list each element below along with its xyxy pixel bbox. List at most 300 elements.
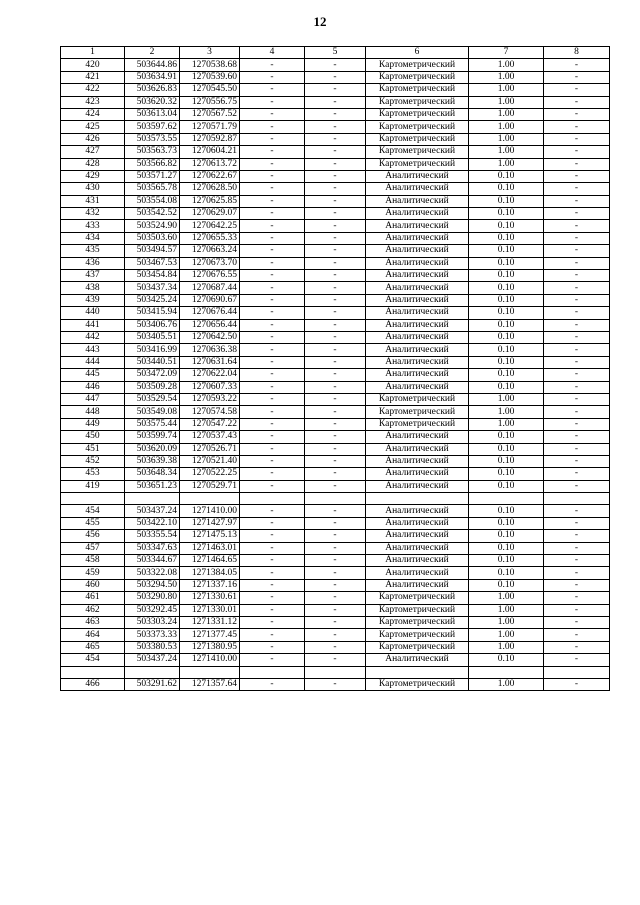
cell-y-coordinate: 1270628.50 [180, 183, 240, 195]
cell-col-8: - [544, 616, 610, 628]
cell-method: Картометрический [366, 59, 469, 71]
cell-x-coordinate: 503292.45 [125, 604, 180, 616]
cell-point-number: 440 [61, 307, 125, 319]
cell-x-coordinate: 503529.54 [125, 393, 180, 405]
cell-col-8: - [544, 146, 610, 158]
cell-method: Аналитический [366, 567, 469, 579]
cell-col-4: - [240, 579, 305, 591]
cell-x-coordinate: 503373.33 [125, 629, 180, 641]
cell-col-4: - [240, 331, 305, 343]
cell-col-5: - [305, 455, 366, 467]
cell-col-8: - [544, 356, 610, 368]
cell-accuracy: 0.10 [469, 468, 544, 480]
cell-method: Аналитический [366, 270, 469, 282]
cell-x-coordinate: 503575.44 [125, 418, 180, 430]
cell-x-coordinate: 503620.32 [125, 96, 180, 108]
table-row [61, 84, 610, 96]
cell-accuracy: 0.10 [469, 195, 544, 207]
cell-col-8: - [544, 257, 610, 269]
cell-point-number: 427 [61, 146, 125, 158]
cell-col-4: - [240, 505, 305, 517]
cell-col-4: - [240, 356, 305, 368]
cell-y-coordinate: 1271331.12 [180, 616, 240, 628]
cell-point-number: 420 [61, 59, 125, 71]
cell-col-5: - [305, 183, 366, 195]
cell-col-4: - [240, 468, 305, 480]
cell-method: Картометрический [366, 71, 469, 83]
cell-x-coordinate: 503639.38 [125, 455, 180, 467]
cell-accuracy: 0.10 [469, 307, 544, 319]
cell-accuracy: 0.10 [469, 257, 544, 269]
cell-point-number [61, 493, 125, 505]
cell-col-8: - [544, 270, 610, 282]
cell-col-4: - [240, 654, 305, 666]
cell-col-8: - [544, 443, 610, 455]
cell-col-4: - [240, 108, 305, 120]
cell-col-8: - [544, 567, 610, 579]
cell-col-4: - [240, 344, 305, 356]
cell-method: Картометрический [366, 616, 469, 628]
cell-point-number [61, 666, 125, 678]
cell-x-coordinate: 503355.54 [125, 530, 180, 542]
cell-col-4: - [240, 641, 305, 653]
cell-col-8: - [544, 344, 610, 356]
cell-col-4: - [240, 59, 305, 71]
cell-method: Аналитический [366, 579, 469, 591]
cell-y-coordinate: 1271427.97 [180, 517, 240, 529]
cell-col-5: - [305, 418, 366, 430]
cell-col-5: - [305, 406, 366, 418]
table-row [61, 678, 610, 690]
cell-col-8: - [544, 331, 610, 343]
cell-point-number: 423 [61, 96, 125, 108]
cell-accuracy: 0.10 [469, 381, 544, 393]
cell-point-number: 432 [61, 208, 125, 220]
table-row [61, 542, 610, 554]
cell-col-4: - [240, 195, 305, 207]
cell-col-4: - [240, 307, 305, 319]
cell-col-5: - [305, 84, 366, 96]
cell-col-4: - [240, 616, 305, 628]
table-row [61, 232, 610, 244]
cell-point-number: 445 [61, 369, 125, 381]
table-row [61, 71, 610, 83]
table-row [61, 418, 610, 430]
cell-col-5: - [305, 641, 366, 653]
cell-col-8: - [544, 195, 610, 207]
cell-y-coordinate: 1271330.61 [180, 592, 240, 604]
cell-x-coordinate: 503573.55 [125, 133, 180, 145]
column-header-x-coordinate: 2 [125, 47, 180, 59]
cell-col-4: - [240, 84, 305, 96]
cell-y-coordinate: 1271410.00 [180, 505, 240, 517]
cell-y-coordinate: 1270529.71 [180, 480, 240, 492]
cell-accuracy: 0.10 [469, 443, 544, 455]
table-row [61, 220, 610, 232]
cell-point-number: 426 [61, 133, 125, 145]
cell-accuracy: 0.10 [469, 331, 544, 343]
cell-point-number: 456 [61, 530, 125, 542]
cell-col-4: - [240, 183, 305, 195]
cell-x-coordinate [125, 666, 180, 678]
cell-point-number: 444 [61, 356, 125, 368]
cell-col-8: - [544, 629, 610, 641]
cell-accuracy [469, 666, 544, 678]
cell-col-4: - [240, 232, 305, 244]
cell-point-number: 435 [61, 245, 125, 257]
cell-col-8: - [544, 319, 610, 331]
cell-method: Аналитический [366, 208, 469, 220]
cell-point-number: 438 [61, 282, 125, 294]
cell-y-coordinate: 1270607.33 [180, 381, 240, 393]
cell-point-number: 421 [61, 71, 125, 83]
cell-method: Аналитический [366, 555, 469, 567]
cell-point-number: 441 [61, 319, 125, 331]
cell-x-coordinate: 503524.90 [125, 220, 180, 232]
column-header-method: 6 [366, 47, 469, 59]
cell-method: Аналитический [366, 220, 469, 232]
cell-col-5: - [305, 232, 366, 244]
cell-col-8: - [544, 307, 610, 319]
cell-col-4: - [240, 393, 305, 405]
cell-method: Аналитический [366, 468, 469, 480]
cell-accuracy: 0.10 [469, 344, 544, 356]
cell-y-coordinate: 1271330.01 [180, 604, 240, 616]
cell-point-number: 446 [61, 381, 125, 393]
cell-x-coordinate: 503322.08 [125, 567, 180, 579]
cell-y-coordinate: 1270526.71 [180, 443, 240, 455]
column-header-col-5: 5 [305, 47, 366, 59]
cell-y-coordinate: 1270604.21 [180, 146, 240, 158]
cell-method: Аналитический [366, 282, 469, 294]
table-row [61, 208, 610, 220]
cell-point-number: 460 [61, 579, 125, 591]
cell-accuracy: 0.10 [469, 431, 544, 443]
cell-col-5: - [305, 96, 366, 108]
cell-method: Картометрический [366, 592, 469, 604]
cell-x-coordinate: 503294.50 [125, 579, 180, 591]
cell-col-4: - [240, 270, 305, 282]
cell-accuracy: 1.00 [469, 108, 544, 120]
cell-col-4: - [240, 96, 305, 108]
cell-accuracy: 0.10 [469, 579, 544, 591]
table-row [61, 331, 610, 343]
cell-col-8: - [544, 133, 610, 145]
cell-x-coordinate: 503620.09 [125, 443, 180, 455]
cell-method: Аналитический [366, 195, 469, 207]
cell-point-number: 463 [61, 616, 125, 628]
cell-point-number: 430 [61, 183, 125, 195]
cell-point-number: 447 [61, 393, 125, 405]
cell-col-8: - [544, 468, 610, 480]
cell-method: Картометрический [366, 121, 469, 133]
cell-y-coordinate: 1270537.43 [180, 431, 240, 443]
cell-x-coordinate: 503644.86 [125, 59, 180, 71]
table-row [61, 195, 610, 207]
cell-x-coordinate: 503406.76 [125, 319, 180, 331]
cell-col-5: - [305, 195, 366, 207]
cell-method: Аналитический [366, 170, 469, 182]
cell-accuracy: 1.00 [469, 121, 544, 133]
table-row [61, 59, 610, 71]
cell-x-coordinate: 503467.53 [125, 257, 180, 269]
cell-method: Картометрический [366, 133, 469, 145]
cell-accuracy: 1.00 [469, 678, 544, 690]
cell-y-coordinate [180, 493, 240, 505]
cell-col-5: - [305, 220, 366, 232]
table-row [61, 133, 610, 145]
cell-accuracy: 0.10 [469, 369, 544, 381]
cell-col-5: - [305, 319, 366, 331]
cell-col-8: - [544, 170, 610, 182]
cell-col-5: - [305, 121, 366, 133]
cell-point-number: 429 [61, 170, 125, 182]
cell-col-5: - [305, 517, 366, 529]
cell-point-number: 459 [61, 567, 125, 579]
cell-point-number: 451 [61, 443, 125, 455]
cell-y-coordinate: 1270567.52 [180, 108, 240, 120]
cell-point-number: 439 [61, 294, 125, 306]
cell-col-8: - [544, 393, 610, 405]
table-row [61, 654, 610, 666]
table-row [61, 270, 610, 282]
cell-point-number: 465 [61, 641, 125, 653]
cell-col-8: - [544, 282, 610, 294]
cell-col-4: - [240, 555, 305, 567]
cell-accuracy: 0.10 [469, 567, 544, 579]
column-header-point-number: 1 [61, 47, 125, 59]
cell-col-4: - [240, 121, 305, 133]
cell-accuracy: 0.10 [469, 282, 544, 294]
cell-col-4: - [240, 455, 305, 467]
cell-y-coordinate: 1270547.22 [180, 418, 240, 430]
cell-col-4: - [240, 369, 305, 381]
table-row [61, 294, 610, 306]
cell-method: Аналитический [366, 381, 469, 393]
cell-col-8: - [544, 232, 610, 244]
cell-col-5: - [305, 257, 366, 269]
table-row [61, 170, 610, 182]
cell-col-4: - [240, 208, 305, 220]
cell-method: Аналитический [366, 307, 469, 319]
cell-x-coordinate: 503613.04 [125, 108, 180, 120]
cell-y-coordinate: 1270593.22 [180, 393, 240, 405]
cell-x-coordinate: 503542.52 [125, 208, 180, 220]
cell-y-coordinate: 1270625.85 [180, 195, 240, 207]
cell-point-number: 442 [61, 331, 125, 343]
cell-accuracy: 1.00 [469, 133, 544, 145]
cell-point-number: 461 [61, 592, 125, 604]
cell-y-coordinate: 1270613.72 [180, 158, 240, 170]
cell-col-5: - [305, 307, 366, 319]
cell-col-4: - [240, 678, 305, 690]
cell-col-5: - [305, 505, 366, 517]
cell-col-8: - [544, 517, 610, 529]
cell-method: Аналитический [366, 369, 469, 381]
cell-col-5: - [305, 393, 366, 405]
cell-col-8: - [544, 604, 610, 616]
cell-col-4: - [240, 567, 305, 579]
cell-col-5: - [305, 468, 366, 480]
cell-col-5: - [305, 604, 366, 616]
cell-col-5: - [305, 146, 366, 158]
cell-x-coordinate: 503303.24 [125, 616, 180, 628]
cell-y-coordinate: 1270545.50 [180, 84, 240, 96]
table-row [61, 443, 610, 455]
cell-method: Аналитический [366, 331, 469, 343]
cell-col-5: - [305, 282, 366, 294]
table-row [61, 666, 610, 678]
cell-col-8: - [544, 641, 610, 653]
cell-x-coordinate: 503290.80 [125, 592, 180, 604]
cell-y-coordinate: 1271463.01 [180, 542, 240, 554]
cell-col-4: - [240, 406, 305, 418]
cell-accuracy: 1.00 [469, 406, 544, 418]
cell-x-coordinate: 503566.82 [125, 158, 180, 170]
cell-col-4: - [240, 418, 305, 430]
cell-y-coordinate: 1270642.25 [180, 220, 240, 232]
cell-col-4: - [240, 480, 305, 492]
cell-accuracy: 0.10 [469, 220, 544, 232]
table-row [61, 493, 610, 505]
cell-accuracy: 0.10 [469, 542, 544, 554]
cell-col-8: - [544, 96, 610, 108]
cell-accuracy: 0.10 [469, 480, 544, 492]
table-row [61, 307, 610, 319]
cell-col-5: - [305, 245, 366, 257]
cell-point-number: 466 [61, 678, 125, 690]
table-row [61, 381, 610, 393]
cell-x-coordinate: 503651.23 [125, 480, 180, 492]
table-row [61, 480, 610, 492]
cell-col-4: - [240, 542, 305, 554]
table-row [61, 319, 610, 331]
cell-accuracy: 1.00 [469, 84, 544, 96]
cell-col-4: - [240, 443, 305, 455]
cell-accuracy: 0.10 [469, 245, 544, 257]
cell-col-5: - [305, 480, 366, 492]
cell-col-5: - [305, 270, 366, 282]
cell-accuracy: 1.00 [469, 592, 544, 604]
cell-point-number: 455 [61, 517, 125, 529]
cell-col-8: - [544, 530, 610, 542]
cell-col-5: - [305, 71, 366, 83]
cell-col-4: - [240, 146, 305, 158]
cell-y-coordinate: 1270690.67 [180, 294, 240, 306]
table-row [61, 455, 610, 467]
cell-point-number: 436 [61, 257, 125, 269]
cell-col-4: - [240, 220, 305, 232]
cell-y-coordinate: 1271410.00 [180, 654, 240, 666]
cell-col-5: - [305, 108, 366, 120]
cell-accuracy: 1.00 [469, 616, 544, 628]
cell-y-coordinate: 1270538.68 [180, 59, 240, 71]
table-row [61, 121, 610, 133]
cell-col-8: - [544, 220, 610, 232]
cell-x-coordinate: 503437.24 [125, 654, 180, 666]
cell-x-coordinate: 503405.51 [125, 331, 180, 343]
cell-col-8: - [544, 84, 610, 96]
cell-y-coordinate: 1271337.16 [180, 579, 240, 591]
cell-y-coordinate: 1270636.38 [180, 344, 240, 356]
cell-x-coordinate: 503494.57 [125, 245, 180, 257]
cell-y-coordinate: 1271475.13 [180, 530, 240, 542]
cell-col-8: - [544, 294, 610, 306]
table-row [61, 183, 610, 195]
cell-col-8: - [544, 654, 610, 666]
cell-y-coordinate: 1270673.70 [180, 257, 240, 269]
cell-col-8: - [544, 579, 610, 591]
cell-x-coordinate: 503291.62 [125, 678, 180, 690]
page-number: 12 [313, 14, 327, 29]
cell-y-coordinate: 1270642.50 [180, 331, 240, 343]
cell-x-coordinate: 503344.67 [125, 555, 180, 567]
cell-col-5: - [305, 654, 366, 666]
cell-col-4: - [240, 319, 305, 331]
table-row [61, 369, 610, 381]
cell-y-coordinate: 1271377.45 [180, 629, 240, 641]
cell-accuracy [469, 493, 544, 505]
cell-accuracy: 0.10 [469, 517, 544, 529]
cell-x-coordinate: 503440.51 [125, 356, 180, 368]
cell-y-coordinate: 1270592.87 [180, 133, 240, 145]
cell-col-4: - [240, 133, 305, 145]
cell-x-coordinate: 503554.08 [125, 195, 180, 207]
cell-point-number: 431 [61, 195, 125, 207]
cell-accuracy: 1.00 [469, 629, 544, 641]
cell-col-5: - [305, 208, 366, 220]
cell-col-8: - [544, 381, 610, 393]
table-row [61, 344, 610, 356]
cell-col-8 [544, 666, 610, 678]
table-row [61, 96, 610, 108]
cell-col-4: - [240, 282, 305, 294]
cell-method: Аналитический [366, 455, 469, 467]
cell-y-coordinate: 1270631.64 [180, 356, 240, 368]
cell-col-5: - [305, 133, 366, 145]
cell-x-coordinate: 503549.08 [125, 406, 180, 418]
cell-col-8: - [544, 678, 610, 690]
cell-col-5: - [305, 579, 366, 591]
cell-point-number: 428 [61, 158, 125, 170]
cell-point-number: 453 [61, 468, 125, 480]
cell-y-coordinate: 1270622.67 [180, 170, 240, 182]
cell-accuracy: 1.00 [469, 393, 544, 405]
cell-col-5: - [305, 592, 366, 604]
cell-method: Аналитический [366, 431, 469, 443]
cell-point-number: 458 [61, 555, 125, 567]
cell-col-4: - [240, 158, 305, 170]
table-row [61, 629, 610, 641]
cell-point-number: 437 [61, 270, 125, 282]
coordinates-table [60, 46, 610, 691]
cell-y-coordinate: 1270629.07 [180, 208, 240, 220]
cell-point-number: 448 [61, 406, 125, 418]
cell-col-5: - [305, 158, 366, 170]
cell-point-number: 454 [61, 505, 125, 517]
cell-col-8: - [544, 183, 610, 195]
cell-x-coordinate: 503626.83 [125, 84, 180, 96]
cell-method: Картометрический [366, 604, 469, 616]
cell-x-coordinate: 503565.78 [125, 183, 180, 195]
cell-x-coordinate: 503563.73 [125, 146, 180, 158]
cell-col-8: - [544, 592, 610, 604]
cell-accuracy: 0.10 [469, 183, 544, 195]
cell-col-5: - [305, 555, 366, 567]
cell-col-4: - [240, 530, 305, 542]
cell-accuracy: 0.10 [469, 356, 544, 368]
cell-col-4: - [240, 245, 305, 257]
